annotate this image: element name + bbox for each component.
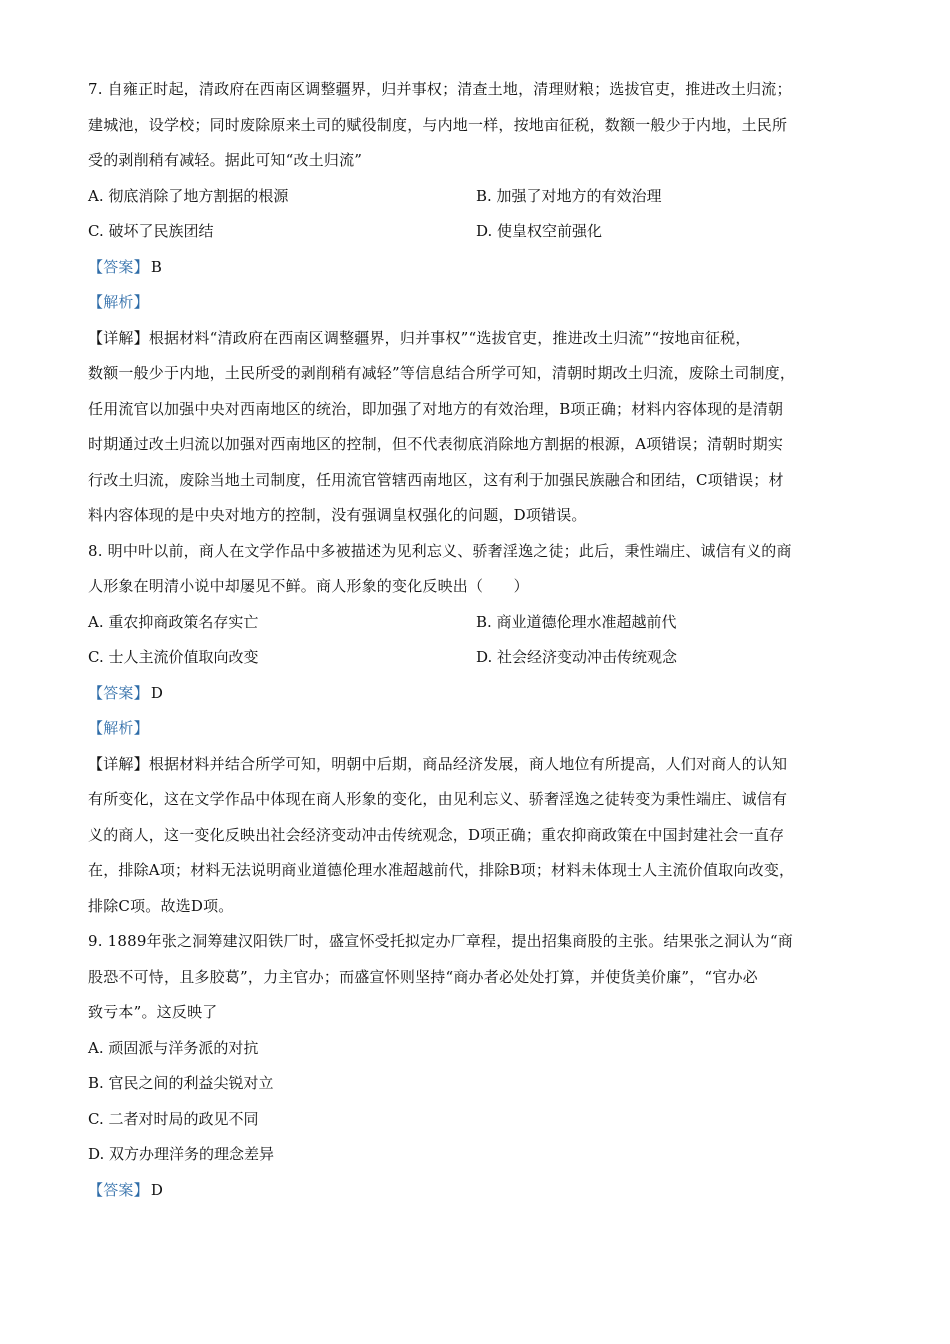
answer-line [88,250,868,286]
detail-label: 【详解】 [88,328,149,347]
options-row [88,640,868,676]
detail-line: 数额一般少于内地，土民所受的剥削稍有减轻”等信息结合所学可知，清朝时期改土归流，废除土司制度， [88,364,796,382]
answer-value: B [150,257,163,276]
detail-line: 在，排除A项；材料无法说明商业道德伦理水准超越前代，排除B项；材料未体现士人主流价值取向改变， [88,861,795,879]
question-stem-line: 人形象在明清小说中却屡见不鲜。商人形象的变化反映出（ ） [88,577,529,595]
answer-line [88,1173,868,1209]
analysis-line [88,711,868,747]
option-d: D. 使皇权空前强化 [476,222,603,240]
options-row [88,179,868,215]
option-a: A. 重农抑商政策名存实亡 [88,612,259,631]
analysis-line [88,285,868,321]
question-stem-line: 建城池，设学校；同时废除原来土司的赋役制度，与内地一样，按地亩征税，数额一般少于内地，土民所 [88,115,788,134]
option-d: D. 社会经济变动冲击传统观念 [476,648,678,666]
detail-line: 义的商人，这一变化反映出社会经济变动冲击传统观念，D项正确；重农抑商政策在中国封建社会一直存 [88,825,785,844]
option-c: C. 二者对时局的政见不同 [88,1109,259,1128]
detail-text: 根据材料“清政府在西南区调整疆界，归并事权”“选拔官吏，推进改土归流”“按地亩征税， [148,328,751,347]
question-stem-line: 股恐不可恃，且多胶葛”，力主官办；而盛宣怀则坚持“商办者必处处打算，并使货美价廉”，“官办必 [88,967,758,986]
analysis-label: 【解析】 [88,293,149,311]
option-c: C. 破坏了民族团结 [88,222,214,240]
question-stem-line: 9. 1889年张之洞筹建汉阳铁厂时，盛宣怀受托拟定办厂章程，提出招集商股的主张。结果张之洞认为“商 [88,932,793,950]
options-row [88,605,868,641]
question-9 [88,924,868,1208]
detail-line: 有所变化，这在文学作品中体现在商人形象的变化，由见利忘义、骄奢淫逸之徒转变为秉性端庄、诚信有 [88,790,788,808]
detail-label: 【详解】 [88,754,149,773]
answer-label: 【答案】 [88,683,149,702]
detail-line: 任用流官以加强中央对西南地区的统治，即加强了对地方的有效治理，B项正确；材料内容体现的是清朝 [88,399,784,418]
question-stem-line: 7. 自雍正时起，清政府在西南区调整疆界，归并事权；清查土地，清理财粮；选拔官吏，推进改土归流； [88,80,792,98]
detail-line: 时期通过改土归流以加强对西南地区的控制，但不代表彻底消除地方割据的根源，A项错误；清朝时期实 [88,435,784,453]
option-b: B. 官民之间的利益尖锐对立 [88,1074,274,1092]
detail-line [88,747,868,783]
detail-text: 根据材料并结合所学可知，明朝中后期，商品经济发展，商人地位有所提高，人们对商人的认知 [148,754,788,773]
answer-line [88,676,868,712]
detail-line [88,321,868,357]
analysis-label: 【解析】 [88,719,149,737]
question-7 [88,72,868,534]
document-page [88,72,868,1208]
answer-label: 【答案】 [88,257,149,276]
answer-value: D [150,1180,164,1199]
option-b: B. 商业道德伦理水准超越前代 [476,612,677,631]
options-row [88,214,868,250]
option-c: C. 士人主流价值取向改变 [88,648,259,666]
question-8 [88,534,868,925]
detail-line: 排除C项。故选D项。 [88,896,234,915]
detail-line: 行改土归流，废除当地土司制度，任用流官管辖西南地区，这有利于加强民族融合和团结，C项错误；材 [88,470,784,489]
option-a: A. 彻底消除了地方割据的根源 [88,186,289,205]
question-stem-line: 8. 明中叶以前，商人在文学作品中多被描述为见利忘义、骄奢淫逸之徒；此后，秉性端庄、诚信有义的商 [88,541,792,560]
question-stem-line: 致亏本”。这反映了 [88,1003,218,1021]
option-d: D. 双方办理洋务的理念差异 [88,1145,275,1163]
option-a: A. 顽固派与洋务派的对抗 [88,1038,259,1057]
option-b: B. 加强了对地方的有效治理 [476,186,662,205]
answer-label: 【答案】 [88,1180,149,1199]
detail-line: 料内容体现的是中央对地方的控制，没有强调皇权强化的问题，D项错误。 [88,506,587,524]
answer-value: D [150,683,164,702]
question-stem-line: 受的剥削稍有减轻。据此可知“改土归流” [88,151,363,169]
